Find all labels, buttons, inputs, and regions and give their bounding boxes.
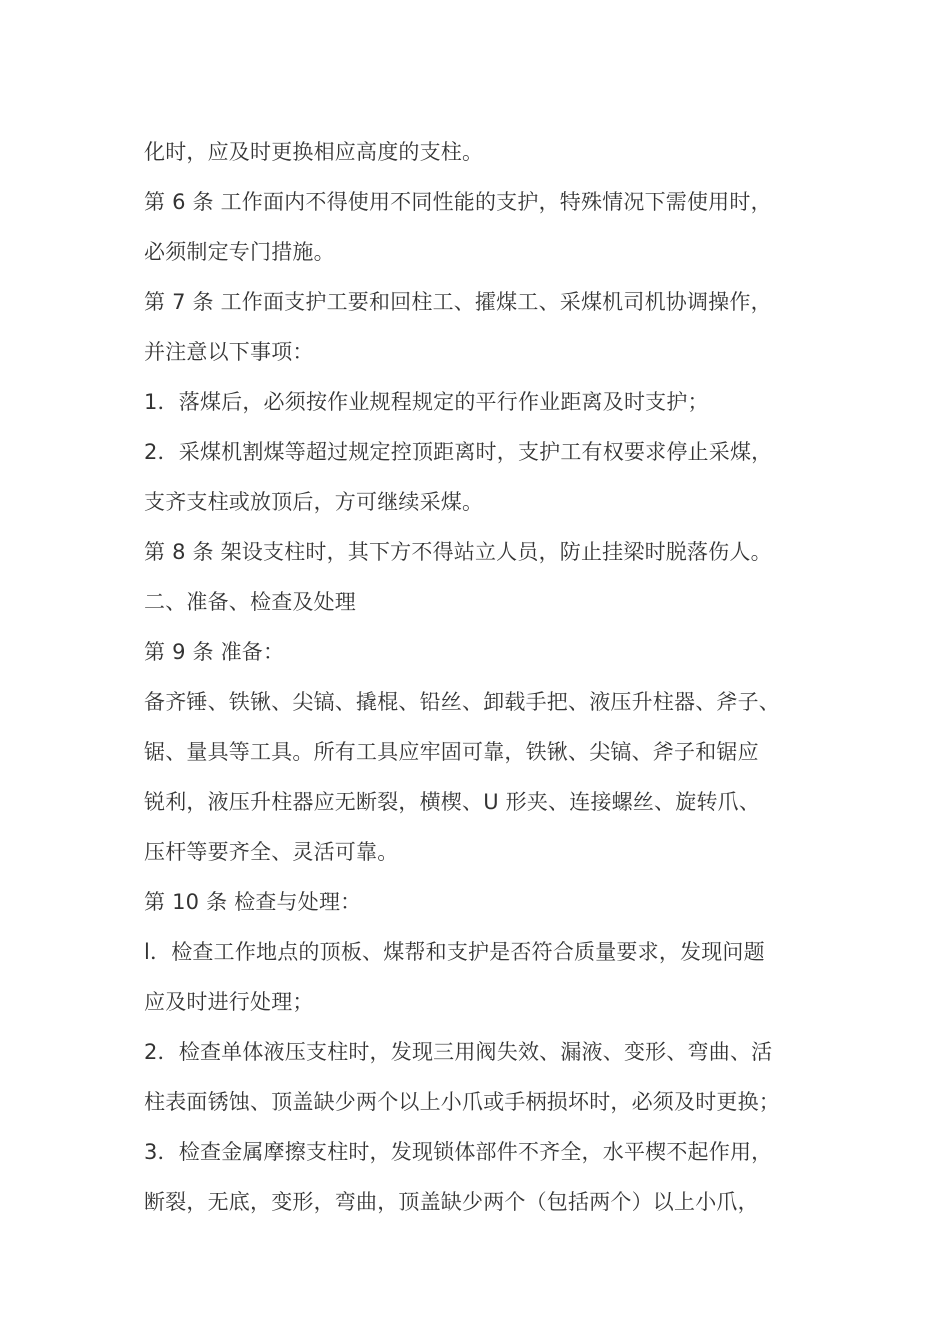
text-line: 应及时进行处理； — [144, 990, 314, 1014]
text-line: 支齐支柱或放顶后，方可继续采煤。 — [144, 490, 484, 514]
text-line: 断裂，无底，变形，弯曲，顶盖缺少两个（包括两个）以上小爪， — [144, 1190, 759, 1214]
section-heading: 二、准备、检查及处理 — [144, 590, 356, 614]
list-item: 2．采煤机割煤等超过规定控顶距离时，支护工有权要求停止采煤， — [144, 440, 773, 464]
list-item: 1．落煤后，必须按作业规程规定的平行作业距离及时支护； — [144, 390, 709, 414]
text-line: 锐利，液压升柱器应无断裂，横楔、U 形夹、连接螺丝、旋转爪、 — [144, 790, 761, 814]
article-10-line: 第 10 条 检查与处理： — [144, 890, 362, 914]
list-item: 2．检查单体液压支柱时，发现三用阀失效、漏液、变形、弯曲、活 — [144, 1040, 773, 1064]
text-line: 柱表面锈蚀、顶盖缺少两个以上小爪或手柄损坏时，必须及时更换； — [144, 1090, 780, 1114]
list-item: l．检查工作地点的顶板、煤帮和支护是否符合质量要求，发现问题 — [144, 940, 765, 964]
article-7-line: 第 7 条 工作面支护工要和回柱工、攉煤工、采煤机司机协调操作， — [144, 290, 772, 314]
text-line: 并注意以下事项： — [144, 340, 314, 364]
text-line: 锯、量具等工具。所有工具应牢固可靠，铁锹、尖镐、斧子和锯应 — [144, 740, 759, 764]
text-line: 化时，应及时更换相应高度的支柱。 — [144, 140, 484, 164]
article-9-line: 第 9 条 准备： — [144, 640, 285, 664]
document-body — [144, 133, 834, 1233]
text-line: 备齐锤、铁锹、尖镐、撬棍、铅丝、卸载手把、液压升柱器、斧子、 — [144, 690, 780, 714]
text-line: 必须制定专门措施。 — [144, 240, 335, 264]
article-8-line: 第 8 条 架设支柱时，其下方不得站立人员，防止挂梁时脱落伤人。 — [144, 540, 772, 564]
text-line: 压杆等要齐全、灵活可靠。 — [144, 840, 399, 864]
list-item: 3．检查金属摩擦支柱时，发现锁体部件不齐全，水平楔不起作用， — [144, 1140, 773, 1164]
article-6-line: 第 6 条 工作面内不得使用不同性能的支护，特殊情况下需使用时， — [144, 190, 772, 214]
